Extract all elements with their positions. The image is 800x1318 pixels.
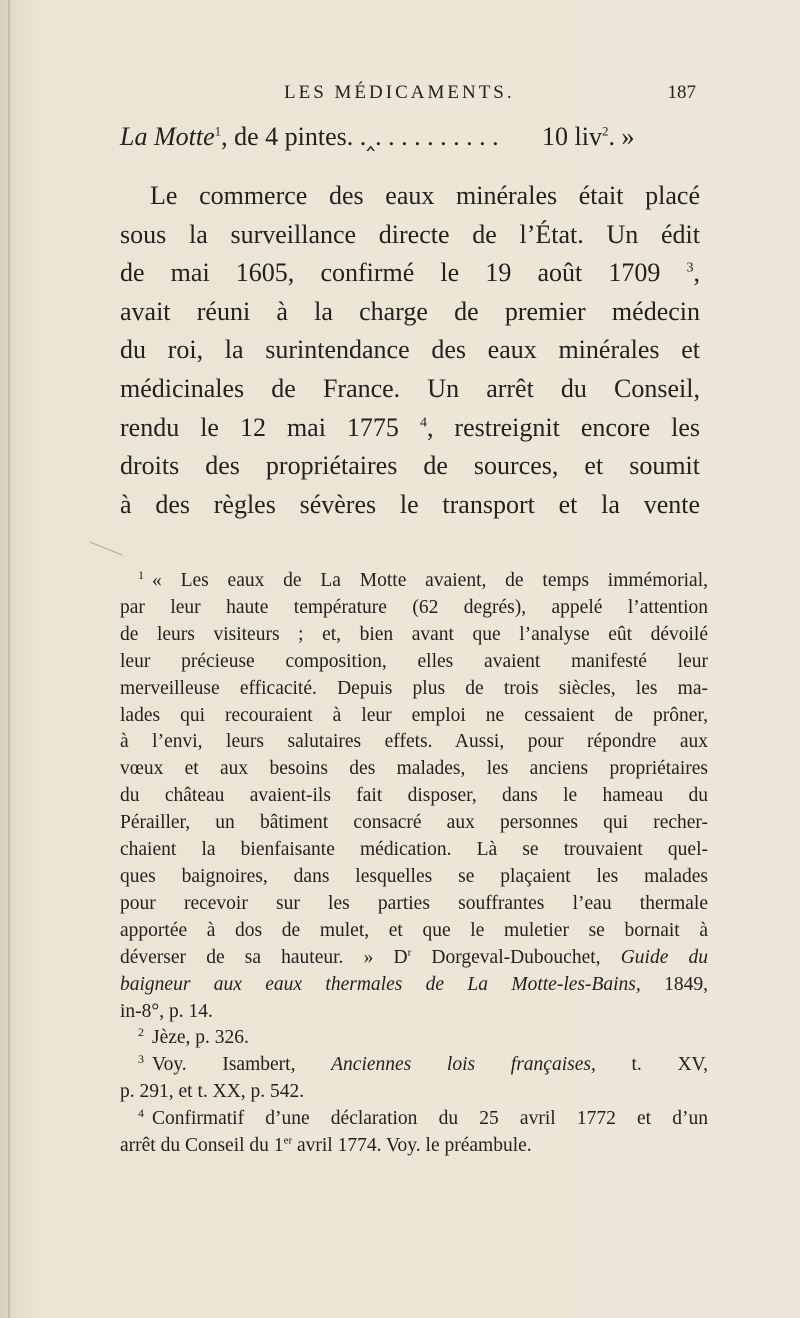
- paragraph-line-text: de mai 1605, confirmé le 19 août 1709: [120, 258, 661, 288]
- footnote-1-text: « Les eaux de La Motte avaient, de temps immémorial,: [152, 570, 708, 591]
- footnote-1-line: à l’envi, leurs salutaires effets. Aussi, pour répondre aux: [120, 731, 708, 753]
- footnote-1-line: du château avaient-ils fait disposer, dans le hameau du: [120, 785, 708, 807]
- footnote-1-year: 1849,: [640, 973, 708, 995]
- footnote-4-line: [120, 1106, 708, 1133]
- footnote-3-number: 3: [138, 1051, 144, 1066]
- paragraph-line-tail: ,: [693, 258, 700, 288]
- footnote-4-number: 4: [138, 1105, 144, 1120]
- footnote-3-book-title: Anciennes lois françaises,: [331, 1054, 596, 1076]
- footnote-1-line: [120, 972, 708, 999]
- footnote-2-text: Jèze, p. 326.: [152, 1027, 249, 1049]
- footnote-4-text: arrêt du Conseil du 1: [120, 1135, 284, 1157]
- carry-value-group: [542, 122, 634, 152]
- footnote-1-line: vœux et aux besoins des malades, les anciens propriétaires: [120, 758, 708, 780]
- ordinal-sup: er: [283, 1134, 293, 1147]
- footnote-1-text: déverser de sa hauteur. » D: [120, 946, 408, 968]
- footnote-1-book-title: Guide du: [620, 946, 709, 968]
- binding-gutter: [8, 0, 10, 1318]
- paragraph-line: [120, 409, 700, 448]
- footnote-1-line: [120, 568, 708, 595]
- footnote-1-line: merveilleuse efficacité. Depuis plus de trois siècles, les ma-: [120, 677, 708, 699]
- footnote-1-line: Pérailler, un bâtiment consacré aux personnes qui recher-: [120, 812, 708, 834]
- footnote-1-line: apportée à dos de mulet, et que le muletier se bornait à: [120, 919, 708, 941]
- footnote-3-line: p. 291, et t. XX, p. 542.: [120, 1081, 305, 1103]
- footnote-1-line: [120, 945, 708, 972]
- footnote-1-line: chaient la bienfaisante médication. Là se trouvaient quel-: [120, 839, 708, 861]
- paragraph-line: Le commerce des eaux minérales était placé: [150, 181, 700, 210]
- paragraph-line-text: rendu le 12 mai 1775: [120, 412, 399, 442]
- carry-note-ref: 1: [214, 123, 222, 139]
- main-paragraph: [120, 177, 700, 524]
- paragraph-line: [120, 254, 700, 293]
- paragraph-line: avait réuni à la charge de premier médecin: [120, 296, 700, 326]
- footnote-divider: [89, 541, 123, 555]
- carry-value-ref: 2: [601, 123, 609, 139]
- paragraph-line-tail: , restreignit encore les: [426, 412, 700, 442]
- paragraph-line: à des règles sévères le transport et la vente: [120, 489, 700, 519]
- footnote-ref-4: 4: [419, 414, 427, 430]
- footnote-3-line: [120, 1052, 708, 1079]
- footnote-1-line: pour recevoir sur les parties souffrantes l’eau thermale: [120, 892, 708, 914]
- footnote-2: [120, 1025, 708, 1052]
- footnote-4-text: avril 1774. Voy. le préambule.: [292, 1135, 532, 1157]
- carry-over-line: [120, 122, 700, 152]
- paragraph-line: du roi, la surintendance des eaux minérales et: [120, 335, 700, 365]
- footnote-1-line: lades qui recouraient à leur emploi ne cessaient de prôner,: [120, 704, 708, 726]
- carry-value: 10 liv: [542, 122, 602, 151]
- footnote-1-line: de leurs visiteurs ; et, bien avant que l’analyse eût dévoilé: [120, 623, 708, 645]
- footnote-1-book-title: baigneur aux eaux thermales de La Motte-les-Bains,: [120, 973, 641, 995]
- paragraph-line: droits des propriétaires de sources, et soumit: [120, 451, 700, 481]
- paragraph-line: médicinales de France. Un arrêt du Conseil,: [120, 373, 700, 403]
- footnote-1-line: ques baignoires, dans lesquelles se plaçaient les malades: [120, 865, 708, 887]
- footnote-1-line: in-8°, p. 14.: [120, 1000, 213, 1022]
- running-head: [120, 82, 700, 110]
- page-number: 187: [667, 82, 696, 103]
- carry-text: , de 4 pintes. .‸. . . . . . . . . .: [221, 122, 499, 151]
- footnote-3-volume: t. XV,: [595, 1054, 708, 1076]
- footnote-4-line: [120, 1133, 708, 1160]
- footnote-4-text: Confirmatif d’une déclaration du 25 avril 1772 et d’un: [152, 1108, 708, 1130]
- footnote-ref-3: 3: [686, 260, 694, 276]
- doctor-abbrev-sup: r: [407, 946, 412, 959]
- paragraph-line: sous la surveillance directe de l’État. Un édit: [120, 219, 700, 249]
- running-title: LES MÉDICAMENTS.: [284, 82, 515, 103]
- footnote-1-line: par leur haute température (62 degrés), appelé l’attention: [120, 596, 708, 618]
- footnote-3-text: Voy. Isambert,: [152, 1054, 332, 1076]
- carry-name: La Motte: [120, 122, 215, 151]
- footnote-1-author: Dorgeval-Dubouchet,: [411, 946, 621, 968]
- footnotes: [120, 568, 708, 1160]
- footnote-2-number: 2: [138, 1024, 144, 1039]
- footnote-1-line: leur précieuse composition, elles avaient manifesté leur: [120, 650, 708, 672]
- footnote-1-number: 1: [138, 567, 144, 582]
- carry-closing: . »: [608, 122, 635, 151]
